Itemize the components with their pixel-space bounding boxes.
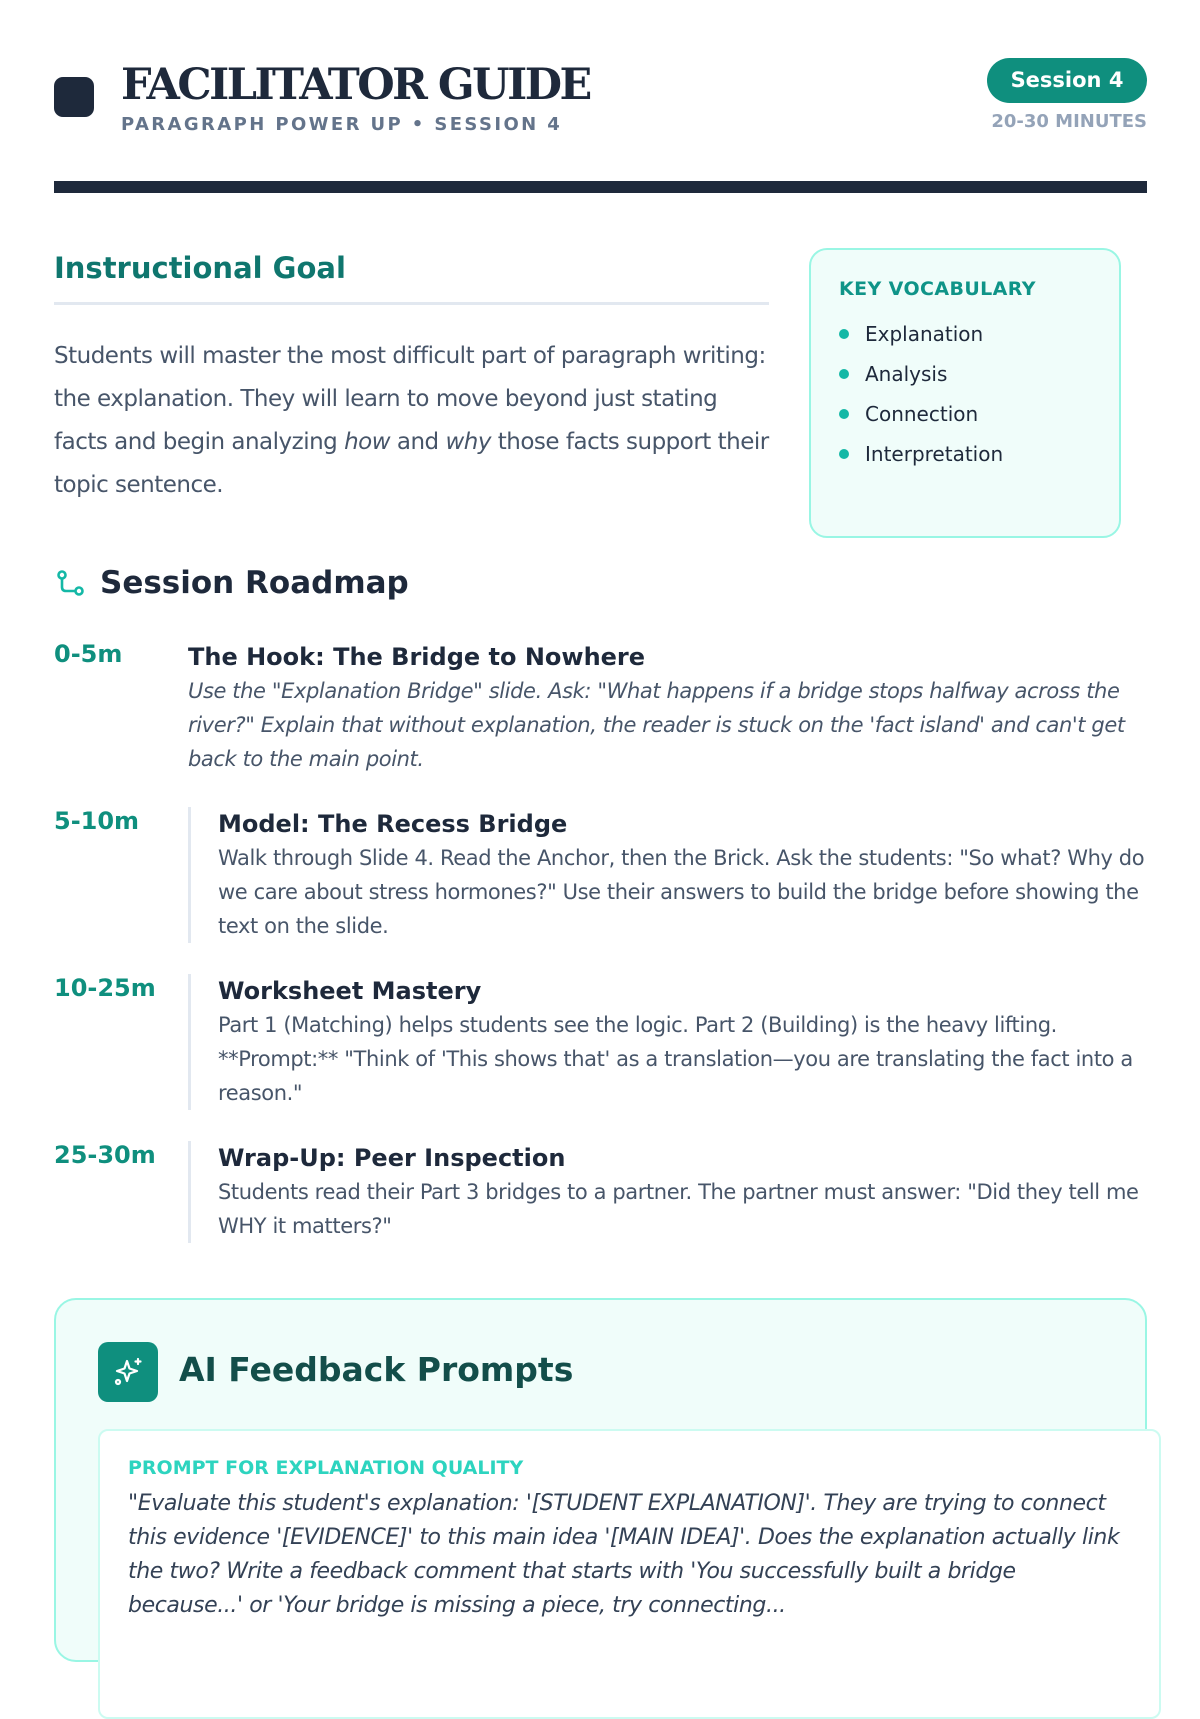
prompt-text[interactable]: "Evaluate this student's explanation: '[STUDENT EXPLANATION]'. They are trying to connect this evidence '[EVIDENCE]' to this main idea '[MAIN IDEA]'. Does the explanation actually link the two? Write a feedback comment that starts with 'You successfully built a bridge because...' or 'Your bridge is missing a piece, try connecting... [128,1491,1120,1618]
facilitator-guide-page [54,0,1147,1618]
page-title: FACILITATOR GUIDE [121,60,590,110]
vocabulary-item [839,354,1119,394]
step-description: Use the "Explanation Bridge" slide. Ask: "What happens if a bridge stops halfway across the river?" Explain that without explanation, the reader is stuck on the 'fact island' and can't get back to the main point. [188,679,1125,771]
step-body [188,974,1147,1110]
goal-text-part2: and [390,429,446,455]
bullet-icon [839,369,849,379]
instructional-goal-text [54,335,769,507]
goal-text-part3: those facts support their topic sentence. [54,429,769,498]
vocabulary-term: Explanation [865,322,984,346]
bullet-icon [839,449,849,459]
vocabulary-item [839,434,1119,474]
goal-text-part1: Students will master the most difficult part of paragraph writing: the explanation. They will learn to move beyond just stating facts and begin analyzing [54,343,766,455]
session-roadmap-heading: Session Roadmap [100,565,409,601]
bullet-icon [839,329,849,339]
vocabulary-term: Connection [865,402,979,426]
step-time: 0-5m [54,640,123,668]
vocabulary-item [839,314,1119,354]
page-subtitle: PARAGRAPH POWER UP • SESSION 4 [121,114,563,135]
duration-label: 20-30 MINUTES [991,111,1147,132]
goal-emphasis-how: how [344,429,391,455]
prompt-label: PROMPT FOR EXPLANATION QUALITY [128,1457,524,1479]
goal-emphasis-why: why [445,429,491,455]
key-vocabulary-heading: KEY VOCABULARY [839,278,1036,300]
step-title: Model: The Recess Bridge [218,810,568,838]
step-description: Students read their Part 3 bridges to a partner. The partner must answer: "Did they tell me WHY it matters?" [218,1180,1139,1238]
route-icon [54,567,86,599]
session-roadmap-header [54,565,409,601]
step-title: The Hook: The Bridge to Nowhere [188,643,646,671]
step-description: Part 1 (Matching) helps students see the logic. Part 2 (Building) is the heavy lifting. **Prompt:** "Think of 'This shows that' as a translation—you are translating the fact into a reason." [218,1013,1133,1105]
step-time: 5-10m [54,807,140,835]
vocabulary-item [839,394,1119,434]
header-divider [54,181,1147,193]
step-body [188,640,1147,776]
step-title: Worksheet Mastery [218,977,482,1005]
instructional-goal-heading: Instructional Goal [54,248,769,305]
session-badge: Session 4 [987,58,1147,103]
header [54,0,1147,200]
vocabulary-term: Interpretation [865,442,1004,466]
step-title: Wrap-Up: Peer Inspection [218,1144,566,1172]
sparkles-icon [98,1342,158,1402]
logo-square-icon [54,77,94,117]
bullet-icon [839,409,849,419]
step-description: Walk through Slide 4. Read the Anchor, then the Brick. Ask the students: "So what? Why do we care about stress hormones?" Use their answers to build the bridge before showing the text on the slide. [218,846,1145,938]
vocabulary-term: Analysis [865,362,948,386]
step-time: 25-30m [54,1141,156,1169]
step-time: 10-25m [54,974,156,1002]
ai-feedback-heading: AI Feedback Prompts [179,1350,574,1389]
prompt-card [98,1429,1161,1719]
ai-feedback-panel [54,1298,1147,1662]
step-body [188,807,1147,943]
instructional-goal-section [54,248,769,507]
step-body [188,1141,1147,1243]
key-vocabulary-box [809,248,1121,538]
